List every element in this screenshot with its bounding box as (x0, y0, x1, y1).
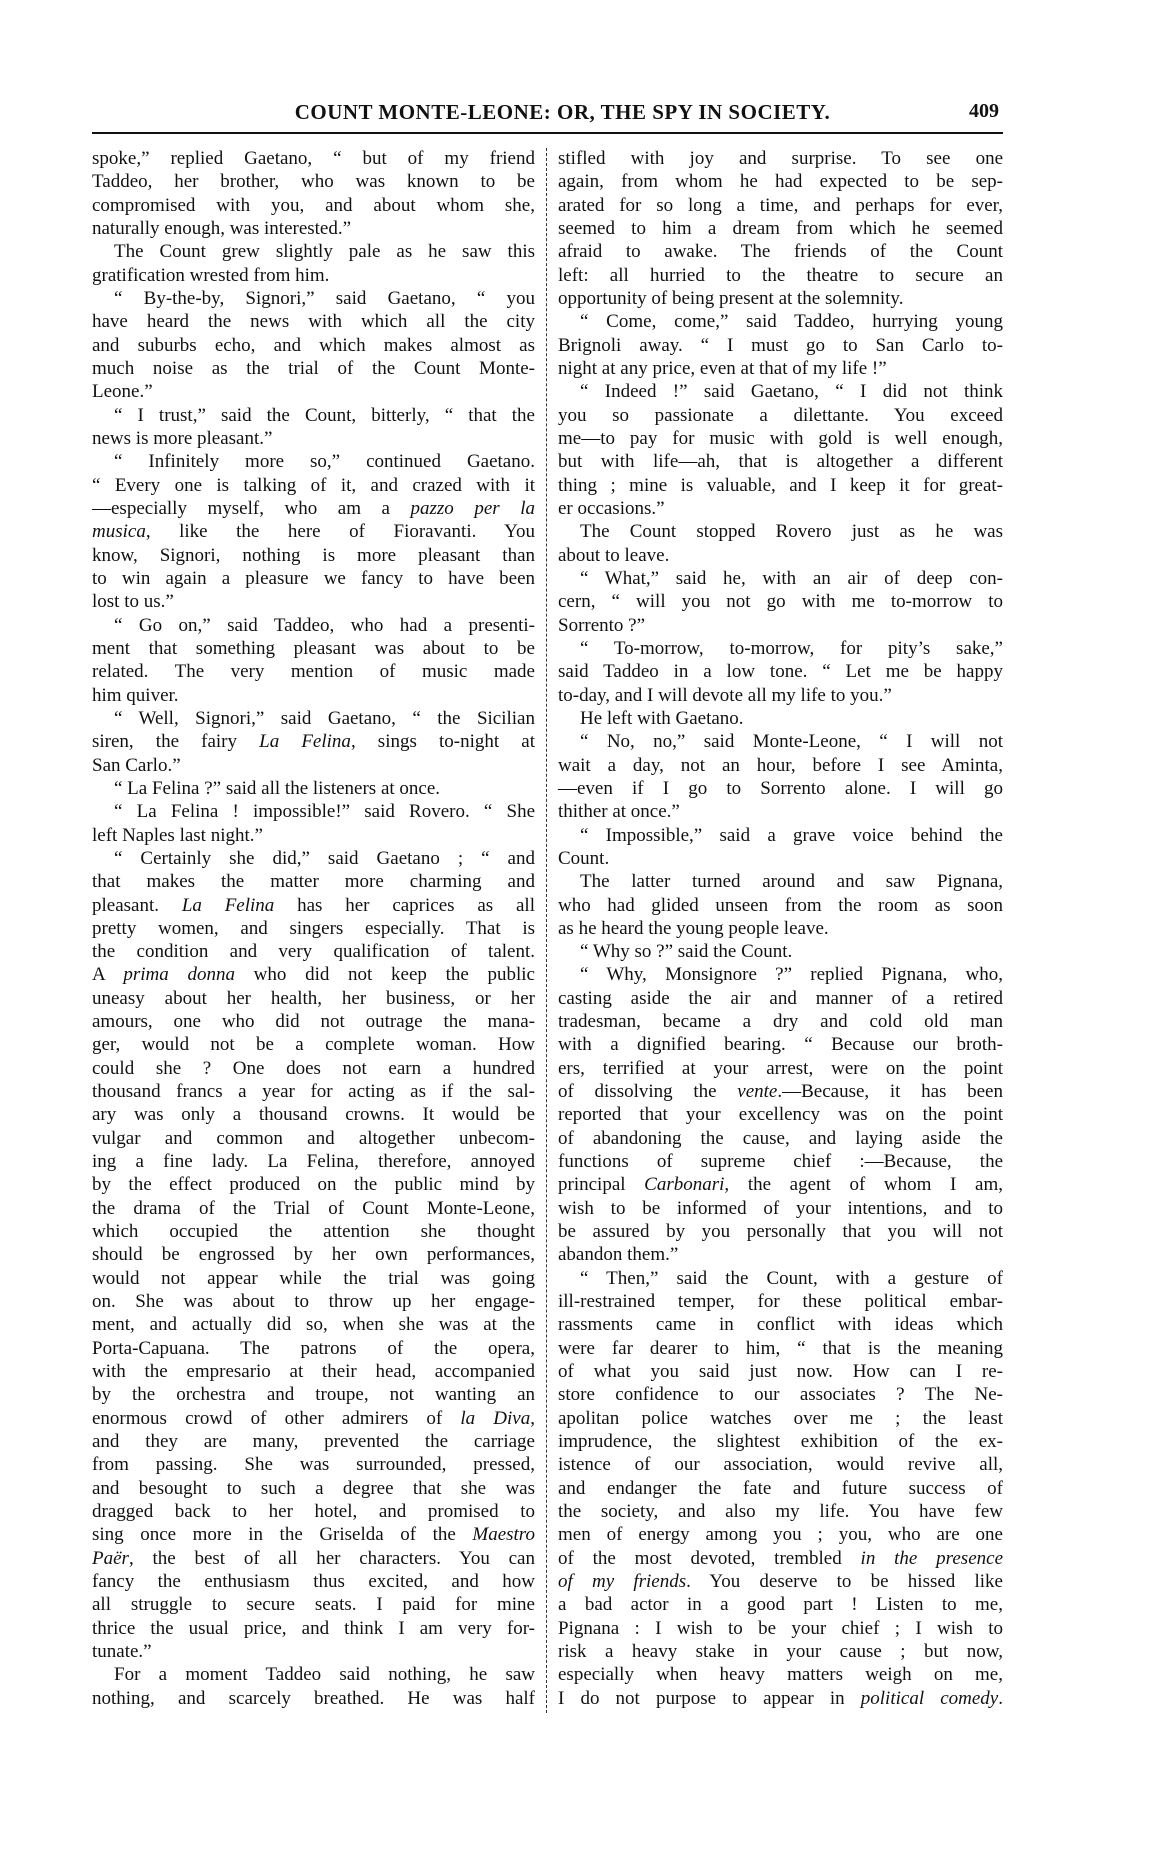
header-rule (92, 132, 1003, 134)
text-line: ment that something pleasant was about to be (92, 637, 535, 659)
text-line: me—to pay for music with gold is well enough, (558, 427, 1003, 449)
text-line: “ Infinitely more so,” continued Gaetano. (114, 451, 535, 473)
text-line: and endanger the fate and future success of (558, 1477, 1003, 1499)
text-line: men of energy among you ; you, who are one (558, 1524, 1003, 1546)
text-line: have heard the news with which all the city (92, 311, 535, 333)
paragraph (558, 707, 1003, 730)
text-line: Pignana : I wish to be your chief ; I wish to (558, 1617, 1003, 1639)
text-line: of abandoning the cause, and laying aside the (558, 1127, 1003, 1149)
text-line (92, 1523, 535, 1546)
text-line: would not appear while the trial was going (92, 1267, 535, 1289)
text-line: the condition and very qualification of talent. (92, 941, 535, 963)
italic-text: of my friends (558, 1571, 687, 1593)
paragraph (558, 567, 1003, 637)
text-line: tradesman, became a dry and cold old man (558, 1011, 1003, 1033)
text-line: dragged back to her hotel, and promised to (92, 1501, 535, 1523)
text-segment: principal (558, 1174, 645, 1196)
text-line: thrice the usual price, and think I am very for- (92, 1617, 535, 1639)
text-line: be assured by you personally that you will not (558, 1221, 1003, 1243)
text-line: again, from whom he had expected to be sep- (558, 171, 1003, 193)
text-line: afraid to awake. The friends of the Count (558, 241, 1003, 263)
text-segment: who did not keep the public (234, 964, 535, 986)
text-line: “ No, no,” said Monte-Leone, “ I will not (580, 731, 1003, 753)
text-line: lost to us.” (92, 591, 174, 613)
text-line: said Taddeo in a low tone. “ Let me be happy (558, 661, 1003, 683)
text-line: the society, and also my life. You have few (558, 1501, 1003, 1523)
text-line: all struggle to secure seats. I paid for mine (92, 1594, 535, 1616)
text-line (558, 1080, 1003, 1103)
text-segment: .—Because, it has been (777, 1081, 1003, 1103)
text-line: “ What,” said he, with an air of deep con- (580, 567, 1003, 589)
text-line: amours, one who did not outrage the mana- (92, 1011, 535, 1033)
text-line: istence of our association, would revive all, (558, 1454, 1003, 1476)
text-line: “ Why, Monsignore ?” replied Pignana, who, (580, 964, 1003, 986)
text-line: and besought to such a degree that she was (92, 1477, 535, 1499)
text-line: much noise as the trial of the Count Monte- (92, 357, 535, 379)
left-column (92, 147, 535, 1710)
paragraph (558, 870, 1003, 940)
paragraph (558, 940, 1003, 963)
paragraph (92, 800, 535, 847)
text-line (92, 520, 535, 543)
text-line: arated for so long a time, and perhaps for ever, (558, 194, 1003, 216)
paragraph (92, 404, 535, 451)
text-line: pretty women, and singers especially. That is (92, 917, 535, 939)
text-segment: A (92, 964, 124, 986)
text-line (92, 1547, 535, 1570)
text-line: the drama of the Trial of Count Monte-Leone, (92, 1197, 535, 1219)
text-segment: siren, the fairy (92, 731, 260, 753)
text-line: vulgar and common and altogether unbecom- (92, 1127, 535, 1149)
text-line: by the effect produced on the public mind by (92, 1174, 535, 1196)
text-line: casting aside the air and manner of a retired (558, 987, 1003, 1009)
text-line: “ I trust,” said the Count, bitterly, “ that the (114, 404, 535, 426)
paragraph (92, 450, 535, 613)
text-line: and they are many, prevented the carriage (92, 1431, 535, 1453)
text-line (92, 963, 535, 986)
text-line: “ Indeed !” said Gaetano, “ I did not think (580, 381, 1003, 403)
text-line: but with life—ah, that is altogether a different (558, 451, 1003, 473)
text-line: which occupied the attention she thought (92, 1221, 535, 1243)
text-segment: , the best of all her characters. You can (128, 1547, 535, 1569)
text-line: “ Certainly she did,” said Gaetano ; “ and (114, 847, 535, 869)
text-line: him quiver. (92, 684, 179, 706)
paragraph (558, 310, 1003, 380)
text-line: rassments came in conflict with ideas which (558, 1314, 1003, 1336)
text-line: abandon them.” (558, 1244, 679, 1266)
text-line: functions of supreme chief :—Because, the (558, 1151, 1003, 1173)
paragraph (558, 520, 1003, 567)
text-line: The Count stopped Rovero just as he was (580, 521, 1003, 543)
text-line: night at any price, even at that of my life !” (558, 357, 887, 379)
text-line: ger, would not be a complete woman. How (92, 1034, 535, 1056)
text-line: especially when heavy matters weigh on me, (558, 1664, 1003, 1686)
column-divider (546, 148, 547, 1713)
text-line: Leone.” (92, 381, 153, 403)
text-line: “ Every one is talking of it, and crazed with it (92, 474, 535, 496)
text-line: Sorrento ?” (558, 614, 646, 636)
text-line: “ Go on,” said Taddeo, who had a presenti- (114, 614, 535, 636)
text-segment: I do not purpose to appear in (558, 1687, 861, 1709)
text-segment: . (998, 1687, 1003, 1709)
text-line: er occasions.” (558, 497, 665, 519)
text-line: seemed to him a dream from which he seemed (558, 217, 1003, 239)
text-line: to win again a pleasure we fancy to have been (92, 567, 535, 589)
running-head-title: COUNT MONTE-LEONE: OR, THE SPY IN SOCIETY. (294, 100, 831, 124)
page-number: 409 (969, 100, 999, 122)
text-line (558, 1570, 1003, 1593)
text-line: on. She was about to throw up her engage- (92, 1291, 535, 1313)
italic-text: Maestro (472, 1524, 535, 1546)
text-line: left: all hurried to the theatre to secure an (558, 264, 1003, 286)
text-line: reported that your excellency was on the point (558, 1104, 1003, 1126)
text-line: “ Why so ?” said the Count. (580, 941, 793, 963)
text-line: thousand francs a year for acting as if the sal- (92, 1081, 535, 1103)
text-line: ary was only a thousand crowns. It would be (92, 1104, 535, 1126)
text-line: He left with Gaetano. (580, 707, 744, 729)
text-line: who had glided unseen from the room as soon (558, 894, 1003, 916)
text-line: “ La Felina ! impossible!” said Rovero. “ She (114, 801, 535, 823)
text-line: The Count grew slightly pale as he saw this (114, 241, 535, 263)
text-segment: , (530, 1407, 535, 1429)
paragraph (558, 824, 1003, 871)
text-segment: has her caprices as all (274, 894, 535, 916)
text-line: wish to be informed of your intentions, and to (558, 1197, 1003, 1219)
text-line: San Carlo.” (92, 754, 181, 776)
text-line: imprudence, the slightest exhibition of the ex- (558, 1431, 1003, 1453)
text-line: ers, terrified at your arrest, were on the point (558, 1057, 1003, 1079)
paragraph (92, 147, 535, 240)
text-line: Porta-Capuana. The patrons of the opera, (92, 1337, 535, 1359)
paragraph (92, 287, 535, 404)
text-line: spoke,” replied Gaetano, “ but of my friend (92, 148, 535, 169)
text-line: “ Well, Signori,” said Gaetano, “ the Sicilian (114, 707, 535, 729)
text-segment: . You deserve to be hissed like (686, 1571, 1003, 1593)
text-line: “ Impossible,” said a grave voice behind the (580, 824, 1003, 846)
text-line: For a moment Taddeo said nothing, he saw (114, 1664, 535, 1686)
text-line: compromised with you, and about whom she, (92, 194, 535, 216)
text-segment: , like the here of Fioravanti. You (145, 521, 535, 543)
text-line (558, 1173, 1003, 1196)
running-head (92, 98, 1003, 126)
text-line: you so passionate a dilettante. You exceed (558, 404, 1003, 426)
text-line: about to leave. (558, 544, 670, 566)
italic-text: Paër (92, 1547, 129, 1569)
text-line: cern, “ will you not go with me to-morrow to (558, 591, 1003, 613)
text-line: ill-restrained temper, for these political embar- (558, 1291, 1003, 1313)
text-line: thing ; mine is valuable, and I keep it for great- (558, 474, 1003, 496)
text-line: as he heard the young people leave. (558, 917, 829, 939)
text-line: Count. (558, 847, 610, 869)
text-segment: enormous crowd of other admirers of (92, 1407, 461, 1429)
italic-text: pazzo per la (410, 497, 535, 519)
italic-text: La Felina (181, 894, 275, 916)
text-segment: —especially myself, who am a (92, 497, 411, 519)
text-line: from passing. She was surrounded, pressed, (92, 1454, 535, 1476)
text-line: apolitan police watches over me ; the least (558, 1407, 1003, 1429)
text-line (558, 1547, 1003, 1570)
text-line: ing a fine lady. La Felina, therefore, annoyed (92, 1151, 535, 1173)
text-line: know, Signori, nothing is more pleasant than (92, 544, 535, 566)
text-line: fancy the enthusiasm thus excited, and how (92, 1571, 535, 1593)
text-segment: sing once more in the Griselda of the (92, 1524, 473, 1546)
text-line: nothing, and scarcely breathed. He was half (92, 1687, 535, 1709)
text-line: store confidence to our associates ? The Ne- (558, 1384, 1003, 1406)
text-line: Brignoli away. “ I must go to San Carlo to- (558, 334, 1003, 356)
paragraph (92, 1663, 535, 1710)
italic-text: vente (737, 1081, 778, 1103)
text-line: a bad actor in a good part ! Listen to me, (558, 1594, 1003, 1616)
text-line (92, 894, 535, 917)
text-line: uneasy about her health, her business, or her (92, 987, 535, 1009)
text-line: opportunity of being present at the solemnity. (558, 287, 904, 309)
text-line: left Naples last night.” (92, 824, 263, 846)
text-line: were far dearer to him, “ that is the meaning (558, 1337, 1003, 1359)
paragraph (92, 777, 535, 800)
text-line: by the orchestra and troupe, not wanting an (92, 1384, 535, 1406)
text-line: naturally enough, was interested.” (92, 217, 352, 239)
text-line: “ To-morrow, to-morrow, for pity’s sake,” (580, 637, 1003, 659)
text-line: tunate.” (92, 1641, 152, 1662)
text-line: could she ? One does not earn a hundred (92, 1057, 535, 1079)
text-line: related. The very mention of music made (92, 661, 535, 683)
italic-text: La Felina (259, 731, 351, 753)
text-line: that makes the matter more charming and (92, 871, 535, 893)
right-column (558, 147, 1003, 1710)
paragraph (558, 963, 1003, 1266)
text-line (92, 497, 535, 520)
paragraph (558, 147, 1003, 310)
paragraph (558, 1267, 1003, 1710)
text-line: gratification wrested from him. (92, 264, 330, 286)
paragraph (558, 730, 1003, 823)
text-segment: of the most devoted, trembled (558, 1547, 861, 1569)
text-segment: , sings to-night at (350, 731, 535, 753)
text-line: risk a heavy stake in your cause ; but now, (558, 1641, 1003, 1662)
text-line: of what you said just now. How can I re- (558, 1361, 1003, 1383)
italic-text: political comedy (860, 1687, 999, 1709)
text-line: “ La Felina ?” said all the listeners at once. (114, 777, 441, 799)
text-line: “ Then,” said the Count, with a gesture of (580, 1267, 1003, 1289)
text-line: thither at once.” (558, 801, 680, 823)
paragraph (92, 614, 535, 707)
text-line: ment, and actually did so, when she was at the (92, 1314, 535, 1336)
text-line: news is more pleasant.” (92, 427, 273, 449)
text-line: with the empresario at their head, accompanied (92, 1361, 535, 1383)
text-line: and suburbs echo, and which makes almost as (92, 334, 535, 356)
text-line: with a dignified bearing. “ Because our broth- (558, 1034, 1003, 1056)
paragraph (92, 240, 535, 287)
text-segment: of dissolving the (558, 1081, 738, 1103)
text-line: The latter turned around and saw Pignana, (580, 871, 1003, 893)
text-line (92, 730, 535, 753)
italic-text: Carbonari (644, 1174, 725, 1196)
italic-text: la Diva (460, 1407, 531, 1429)
paragraph (92, 707, 535, 777)
text-segment: , the agent of whom I am, (724, 1174, 1003, 1196)
text-line: Taddeo, her brother, who was known to be (92, 171, 535, 193)
text-line: “ By-the-by, Signori,” said Gaetano, “ you (114, 287, 535, 309)
text-line: —even if I go to Sorrento alone. I will go (558, 777, 1003, 799)
text-line (92, 1407, 535, 1430)
text-line: to-day, and I will devote all my life to you.” (558, 684, 892, 706)
text-segment: pleasant. (92, 894, 182, 916)
paragraph (92, 847, 535, 1663)
paragraph (558, 380, 1003, 520)
text-line: should be engrossed by her own performances, (92, 1244, 535, 1266)
text-line: “ Come, come,” said Taddeo, hurrying young (580, 311, 1003, 333)
italic-text: musica (92, 521, 146, 543)
text-line: stifled with joy and surprise. To see one (558, 148, 1003, 169)
italic-text: in the presence (860, 1547, 1004, 1569)
text-line (558, 1687, 1003, 1710)
paragraph (558, 637, 1003, 707)
italic-text: prima donna (123, 964, 235, 986)
text-line: wait a day, not an hour, before I see Aminta, (558, 754, 1003, 776)
